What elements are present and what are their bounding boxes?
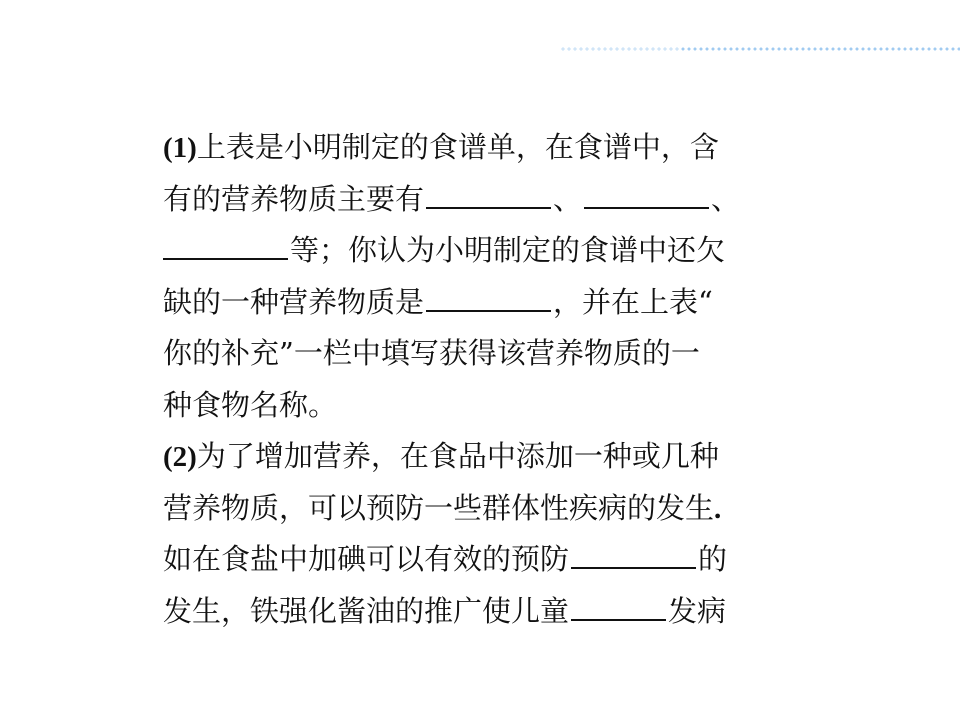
- separator: 、: [711, 181, 741, 216]
- answer-blank-6[interactable]: [571, 589, 666, 621]
- part1-line1: 上表是小明制定的食谱单，在食谱中，含: [196, 130, 719, 164]
- part1-number: (1): [163, 132, 197, 164]
- question-text: [163, 122, 803, 637]
- answer-blank-2[interactable]: [584, 177, 709, 209]
- part1-line4-end: ，并在上表“: [553, 284, 713, 319]
- part2-line3-end: 的: [698, 542, 728, 576]
- answer-blank-3[interactable]: [163, 228, 288, 260]
- part1-line2: 有的营养物质主要有: [163, 181, 425, 216]
- text-line: [163, 122, 803, 174]
- answer-blank-5[interactable]: [571, 537, 696, 569]
- part1-line3: 等；你认为小明制定的食谱中还欠: [290, 233, 726, 267]
- dotted-decoration-fade: [560, 47, 680, 51]
- text-line: [163, 328, 803, 380]
- part2-line4: 发生，铁强化酱油的推广使儿童: [163, 593, 570, 628]
- part2-line4-end: 发病: [668, 593, 727, 628]
- part2-line2: 营养物质，可以预防一些群体性疾病的发生: [163, 490, 715, 525]
- part1-line4: 缺的一种营养物质是: [163, 284, 425, 319]
- separator: 、: [553, 181, 583, 216]
- text-line: [163, 483, 803, 535]
- text-line: [163, 277, 803, 329]
- answer-blank-1[interactable]: [426, 177, 551, 209]
- text-line: [163, 586, 803, 638]
- part2-line1: 为了增加营养，在食品中添加一种或几种: [196, 439, 719, 473]
- text-line: [163, 431, 803, 483]
- text-line: [163, 225, 803, 277]
- part1-line5: 你的补充”一栏中填写获得该营养物质的一: [163, 336, 700, 370]
- text-line: [163, 174, 803, 226]
- text-line: [163, 380, 803, 432]
- period: .: [714, 492, 722, 525]
- part2-number: (2): [163, 441, 197, 473]
- part1-line6: 种食物名称。: [163, 387, 338, 422]
- text-line: [163, 534, 803, 586]
- answer-blank-4[interactable]: [426, 280, 551, 312]
- part2-line3: 如在食盐中加碘可以有效的预防: [163, 542, 570, 576]
